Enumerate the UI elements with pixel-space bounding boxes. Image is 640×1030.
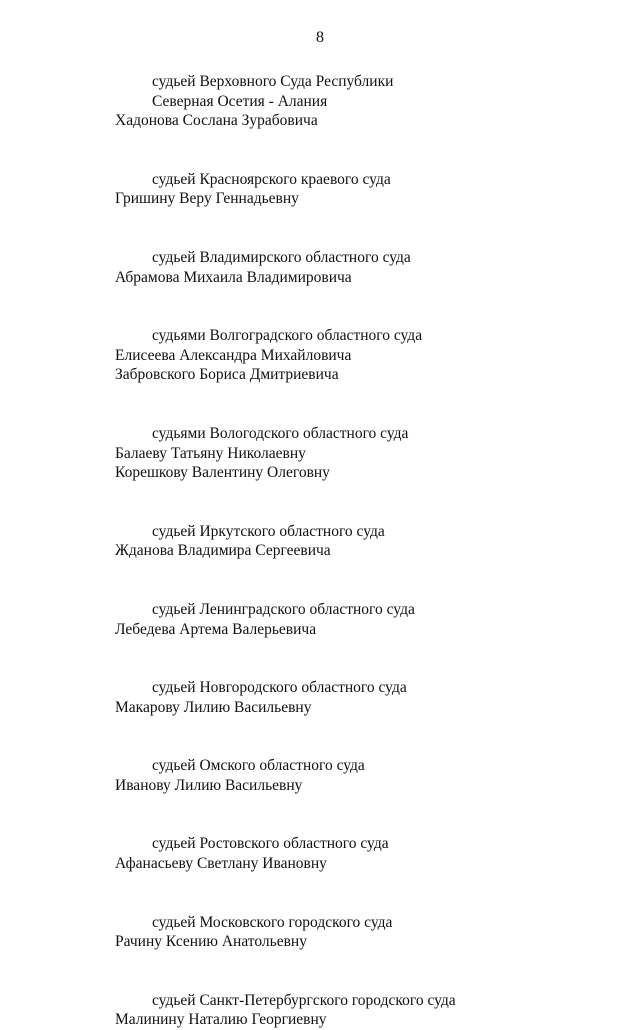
appointee-name: Иванову Лилию Васильевну bbox=[115, 776, 303, 794]
appointee-name: Рачину Ксению Анатольевну bbox=[115, 933, 307, 951]
entry-spacer bbox=[0, 287, 640, 326]
court-position-line: судьями Волгоградского областного суда bbox=[152, 327, 423, 345]
entry-spacer bbox=[0, 561, 640, 600]
appointee-name: Лебедева Артема Валерьевича bbox=[115, 620, 317, 638]
entry-spacer bbox=[0, 131, 640, 170]
appointee-name: Гришину Веру Геннадьевну bbox=[115, 190, 299, 208]
page-number: 8 bbox=[316, 29, 324, 46]
appointment-entry bbox=[0, 991, 640, 1030]
appointee-name: Афанасьеву Светлану Ивановну bbox=[115, 855, 327, 873]
entry-spacer bbox=[0, 717, 640, 756]
appointee-name: Жданова Владимира Сергеевича bbox=[115, 542, 331, 560]
court-position-line: судьей Верховного Суда Республики bbox=[152, 73, 394, 90]
entry-spacer bbox=[0, 952, 640, 991]
entry-spacer bbox=[0, 209, 640, 248]
entry-spacer bbox=[0, 639, 640, 678]
appointee-name: Хадонова Сослана Зурабовича bbox=[115, 112, 318, 130]
appointee-name: Елисеева Александра Михайловича bbox=[115, 346, 352, 364]
appointment-entry bbox=[0, 424, 640, 483]
appointee-name: Макарову Лилию Васильевну bbox=[115, 698, 312, 716]
entry-spacer bbox=[0, 385, 640, 424]
appointment-list bbox=[0, 72, 640, 1030]
appointee-name: Корешкову Валентину Олеговну bbox=[115, 464, 330, 482]
court-position-line: судьей Омского областного суда bbox=[152, 757, 365, 775]
appointment-entry bbox=[0, 600, 640, 639]
appointee-name: Забровского Бориса Дмитриевича bbox=[115, 366, 339, 384]
court-position-line: судьей Московского городского суда bbox=[152, 913, 393, 931]
appointment-entry bbox=[0, 834, 640, 873]
appointment-entry bbox=[0, 72, 640, 131]
entry-spacer bbox=[0, 874, 640, 913]
appointment-entry bbox=[0, 248, 640, 287]
entry-spacer bbox=[0, 795, 640, 834]
court-position-line: судьей Иркутского областного суда bbox=[152, 522, 385, 540]
appointment-entry bbox=[0, 170, 640, 209]
appointee-name: Балаеву Татьяну Николаевну bbox=[115, 444, 306, 462]
appointment-entry bbox=[0, 756, 640, 795]
court-position-line: Северная Осетия - Алания bbox=[152, 92, 328, 110]
court-position-line: судьей Санкт-Петербургского городского суда bbox=[152, 991, 456, 1009]
appointee-name: Абрамова Михаила Владимировича bbox=[115, 268, 352, 286]
court-position-line: судьями Вологодского областного суда bbox=[152, 424, 409, 442]
appointment-entry bbox=[0, 522, 640, 561]
appointee-name: Малинину Наталию Георгиевну bbox=[115, 1011, 327, 1029]
court-position-line: судьей Ленинградского областного суда bbox=[152, 600, 415, 618]
court-position-line: судьей Владимирского областного суда bbox=[152, 248, 411, 266]
appointment-entry bbox=[0, 913, 640, 952]
entry-spacer bbox=[0, 483, 640, 522]
court-position-line: судьей Новгородского областного суда bbox=[152, 679, 407, 697]
court-position-line: судьей Ростовского областного суда bbox=[152, 835, 389, 853]
court-position-line: судьей Красноярского краевого суда bbox=[152, 170, 391, 188]
appointment-entry bbox=[0, 678, 640, 717]
appointment-entry bbox=[0, 326, 640, 385]
